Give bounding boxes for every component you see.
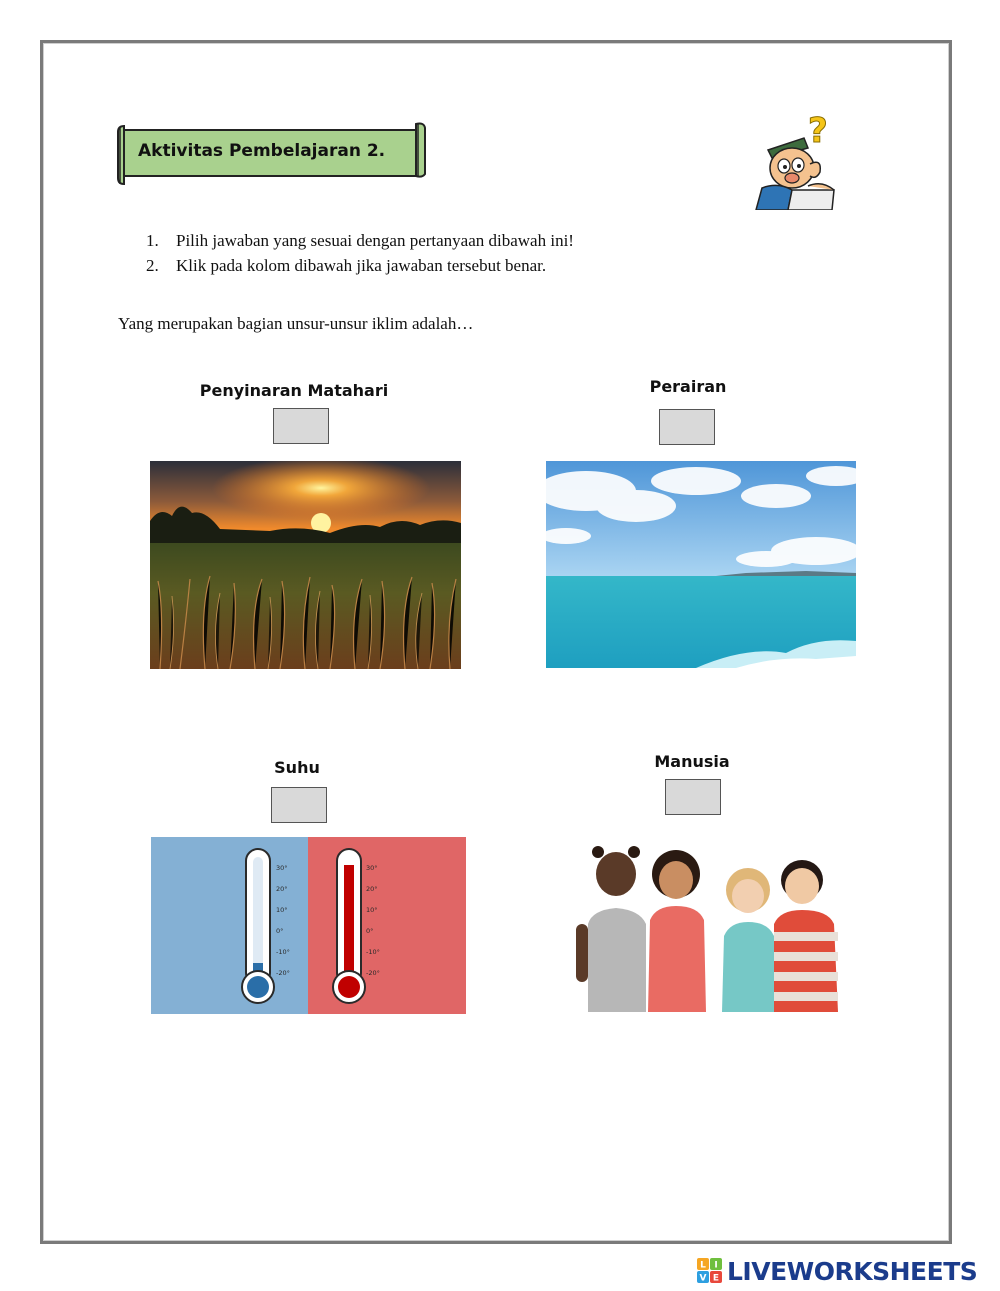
- instruction-item: [146, 228, 574, 253]
- thermometer-tick: -20°: [276, 969, 290, 977]
- svg-text:I: I: [714, 1260, 718, 1271]
- liveworksheets-logo: [697, 1256, 977, 1286]
- children-photo: [566, 840, 846, 1012]
- svg-text:L: L: [700, 1260, 706, 1271]
- answer-box-perairan[interactable]: [659, 409, 715, 445]
- thermometer-tick: 20°: [366, 885, 378, 893]
- thermometer-tick: 20°: [276, 885, 288, 893]
- thermometer-tick: 30°: [276, 864, 288, 872]
- svg-text:V: V: [699, 1273, 707, 1284]
- option-label-manusia: Manusia: [654, 752, 730, 771]
- thermometers-illustration: [151, 837, 466, 1014]
- sunset-field-photo: [150, 461, 461, 669]
- thermometer-tick: -10°: [366, 948, 380, 956]
- thermometer-tick: 10°: [276, 906, 288, 914]
- answer-box-penyinaran-matahari[interactable]: [273, 408, 329, 444]
- thermometer-tick: -10°: [276, 948, 290, 956]
- instruction-item: [146, 253, 574, 278]
- thermometer-tick: 0°: [276, 927, 284, 935]
- thermometer-tick: 0°: [366, 927, 374, 935]
- thermometer-tick: 30°: [366, 864, 378, 872]
- option-label-penyinaran-matahari: Penyinaran Matahari: [199, 381, 389, 400]
- svg-text:E: E: [712, 1273, 720, 1284]
- option-label-perairan: Perairan: [649, 377, 727, 396]
- answer-box-suhu[interactable]: [271, 787, 327, 823]
- option-label-suhu: Suhu: [274, 758, 320, 777]
- question-text: Yang merupakan bagian unsur-unsur iklim adalah…: [118, 314, 474, 333]
- instruction-number: 1.: [146, 231, 159, 250]
- instruction-number: 2.: [146, 256, 159, 275]
- liveworksheets-logo-text: LIVEWORKSHEETS: [727, 1256, 978, 1286]
- answer-box-manusia[interactable]: [665, 779, 721, 815]
- instruction-text: Pilih jawaban yang sesuai dengan pertanyaan dibawah ini!: [176, 231, 574, 250]
- liveworksheets-logo-icon: [697, 1258, 723, 1284]
- svg-text:?: ?: [808, 111, 828, 151]
- sea-sky-photo: [546, 461, 856, 668]
- thermometer-tick: 10°: [366, 906, 378, 914]
- thinking-mascot-icon: [748, 110, 844, 210]
- instructions-list: [146, 228, 574, 278]
- thermometer-tick: -20°: [366, 969, 380, 977]
- instruction-text: Klik pada kolom dibawah jika jawaban tersebut benar.: [176, 256, 547, 275]
- banner-title: Aktivitas Pembelajaran 2.: [138, 141, 386, 161]
